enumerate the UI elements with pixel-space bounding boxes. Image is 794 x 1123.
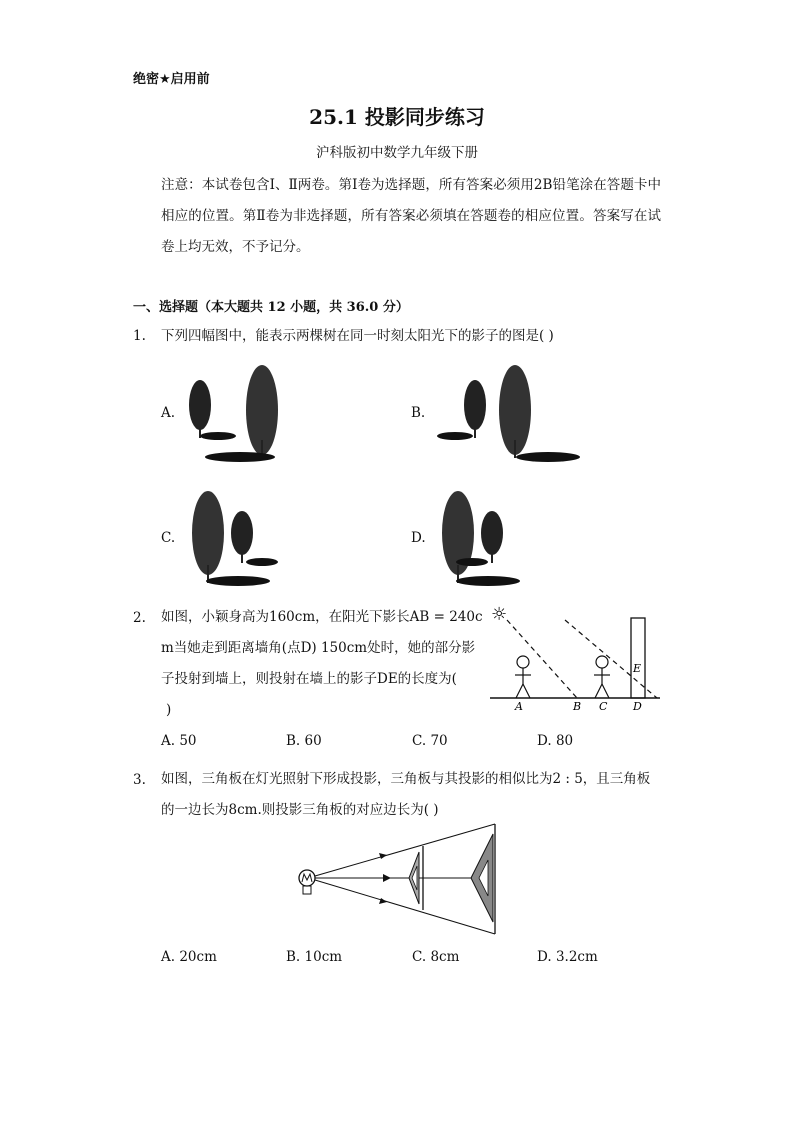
q2-option-c-value: 70 (430, 733, 448, 749)
question-2-number: 2. (133, 610, 146, 626)
q1-option-b-label: B. (411, 405, 426, 421)
q3-option-a-value: 20cm (179, 949, 217, 965)
shadow-wall-figure (485, 598, 665, 713)
question-1-number: 1. (133, 328, 146, 344)
page-title: 25.1 投影同步练习 (309, 105, 485, 129)
q3-option-d (537, 949, 598, 965)
projection-triangle-figure (295, 822, 505, 940)
exam-notice: 注意：本试卷包含Ⅰ、Ⅱ两卷。第Ⅰ卷为选择题，所有答案必须用2B铅笔涂在答题卡中相应的位置。第Ⅱ卷为非选择题，所有答案必须填在答题卷的相应位置。答案写在试卷上均无效，不予记分。 (161, 177, 661, 255)
tree-figure-a (180, 360, 330, 465)
question-2-line-3: 子投射到墙上，则投射在墙上的影子DE的长度为( (161, 671, 457, 687)
question-3-line-1: 如图，三角板在灯光照射下形成投影，三角板与其投影的相似比为2 : 5，且三角板 (161, 771, 651, 787)
question-1-text: 下列四幅图中，能表示两棵树在同一时刻太阳光下的影子的图是( ) (161, 328, 554, 344)
confidential-mark: 绝密★启用前 (133, 72, 210, 87)
q2-option-c-label: C. (412, 733, 427, 749)
lamp-icon (299, 870, 315, 886)
q2-option-b-label: B. (286, 733, 301, 749)
tree-figure-c (180, 485, 330, 590)
label-d: D (633, 700, 642, 713)
q3-option-b (286, 949, 342, 965)
q3-option-d-label: D. (537, 949, 552, 965)
q2-option-d (537, 733, 573, 749)
question-2-line-1: 如图，小颖身高为160cm，在阳光下影长AB = 240c (161, 609, 483, 625)
q2-option-a-label: A. (161, 733, 176, 749)
q3-option-c (412, 949, 459, 965)
question-3-number: 3. (133, 772, 146, 788)
sun-icon: ☼ (491, 604, 508, 625)
q3-option-c-label: C. (412, 949, 427, 965)
q2-option-a (161, 733, 197, 749)
label-e: E (633, 662, 642, 675)
tree-figure-d (430, 485, 580, 590)
q2-option-d-label: D. (537, 733, 552, 749)
q1-option-c-label: C. (161, 530, 176, 546)
label-a: A (515, 700, 523, 713)
label-c: C (599, 700, 608, 713)
q3-option-a (161, 949, 217, 965)
q2-option-b-value: 60 (304, 733, 322, 749)
q2-option-b (286, 733, 322, 749)
question-2-line-4: ) (166, 702, 172, 718)
tree-figure-b (430, 360, 580, 465)
page-subtitle: 沪科版初中数学九年级下册 (316, 145, 478, 161)
q3-option-b-value: 10cm (304, 949, 343, 965)
q3-option-b-label: B. (286, 949, 301, 965)
q2-option-a-value: 50 (179, 733, 197, 749)
q3-option-d-value: 3.2cm (555, 949, 598, 965)
question-2-line-2: m当她走到距离墙角(点D) 150cm处时，她的部分影 (161, 640, 476, 656)
q3-option-a-label: A. (161, 949, 176, 965)
q2-option-d-value: 80 (555, 733, 574, 749)
question-3-line-2: 的一边长为8cm.则投影三角板的对应边长为( ) (161, 802, 439, 818)
q2-option-c (412, 733, 448, 749)
q1-option-d-label: D. (411, 530, 426, 546)
label-b: B (573, 700, 582, 713)
q3-option-c-value: 8cm (430, 949, 460, 965)
section-heading: 一、选择题（本大题共 12 小题，共 36.0 分） (133, 300, 409, 315)
q1-option-a-label: A. (161, 405, 176, 421)
